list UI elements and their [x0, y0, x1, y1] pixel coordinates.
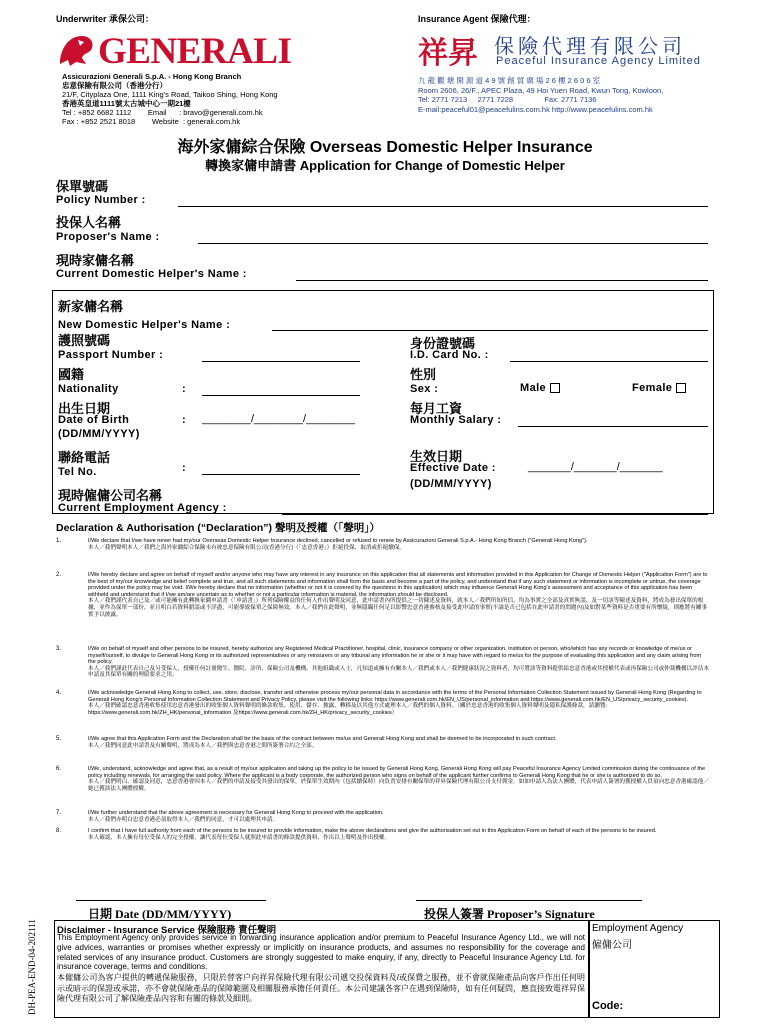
current-helper-name-input[interactable] — [296, 280, 708, 281]
generali-name-zh: 忠意保險有限公司（香港分行） — [62, 81, 167, 90]
sex-label-en: Sex : — [410, 383, 439, 395]
agent-label: Insurance Agent 保險代理： — [418, 14, 536, 24]
agency-code-label[interactable]: Code: — [592, 1000, 624, 1012]
effective-label-zh: 生效日期 — [410, 449, 463, 464]
dob-colon: : — [182, 414, 187, 426]
decl-item-7-zh: 本人／我們亦明白忠意香港必須取得本人／我們的同意，才可以處理其申請。 — [88, 816, 279, 823]
agency-tel-fax: Tel: 2771 7213 2771 7228 Fax: 2771 7136 — [418, 95, 597, 104]
decl-item-1-zh: 本人／我們聲明本人／我們之海外家傭綜合保險未有被忠意保險有限公司(香港分行)（「忠意香港」）拒絕投保、取消或拒絕續保。 — [88, 544, 405, 551]
form-title-en: Overseas Domestic Helper Insurance — [309, 139, 593, 156]
tel-label-zh: 聯絡電話 — [58, 450, 111, 465]
sex-label-zh: 性別 — [410, 367, 437, 382]
tel-label-en: Tel No. — [58, 466, 97, 478]
form-title-zh: 海外家傭綜合保險 — [177, 139, 306, 156]
decl-item-2-en: I/We hereby declare and agree on behalf of myself and/or anyone who may have any interest in any insurance on this application that all statements and information provided in this Application for Change of Domestic Helper ("Application Form") are to the best of my/our knowledge and belief complete and true, and all such statements and information shall form the basis and become a part of the policy, and understand that if any such statement or information is incomplete or untrue, the coverage provided under the policy may be void. I/We hereby declare that no information (whether or not it is covered by the questions in this application) which may influence Generali Hong Kong's assessment and acceptance of this application has been withheld and understand that if I/we am/are uncertain as to whether or not a particular information is material, the information should be disclosed. — [88, 572, 708, 598]
form-subtitle — [0, 155, 770, 174]
decl-item-5-zh: 本人／我們同意此申請書及有關聲明，將成為本人／我們與忠意香港之間所簽署合約之全部。 — [88, 742, 318, 749]
form-code-vertical: DH-PEA-END-04-202111 — [27, 919, 37, 1015]
passport-number-input[interactable] — [202, 361, 360, 362]
passport-label-en: Passport Number : — [58, 349, 164, 361]
nationality-input[interactable] — [202, 395, 360, 396]
policy-number-input[interactable] — [178, 206, 708, 207]
current-helper-label-en: Current Domestic Helper's Name : — [56, 268, 247, 280]
decl-item-6-zh: 本人／我們明白、確認及同意，忠意香港會因本人／我們的申請及接受其發出的保單，於保單生效期內（包括續保時）向負責安排有關保單的祥昇保險代理有限公司支付佣金。如如申請人為法人團體，代表申請人簽署的獲授權人員須向忠意香港確認他／她已獲該法人團體授權。 — [88, 779, 709, 792]
decl-item-5 — [88, 736, 710, 749]
decl-num-5: 5. — [56, 736, 62, 742]
decl-num-8: 8. — [56, 828, 62, 834]
employment-agency-label-zh: 僱傭公司 — [592, 940, 632, 951]
new-helper-label-en: New Domestic Helper's Name : — [58, 319, 231, 331]
generali-lion-icon — [56, 30, 96, 68]
decl-num-2: 2. — [56, 572, 62, 578]
date-label: 日期 Date (DD/MM/YYYY) — [88, 907, 232, 921]
generali-fax-website: Fax : +852 2521 8018 Website : generali.com.hk — [62, 117, 241, 126]
policy-label-en: Policy Number : — [56, 194, 146, 206]
agency-address-zh: 九 龍 觀 塘 開 源 道 4 9 號 創 貿 廣 場 2 6 樓 2 6 0 6 室 — [418, 76, 601, 85]
agency-address-en: Room 2606, 26/F., APEC Plaza, 49 Hoi Yuen Road, Kwun Tong, Kowloon, — [418, 85, 664, 95]
generali-address — [62, 72, 362, 126]
policy-label-zh: 保單號碼 — [56, 179, 109, 194]
declaration-heading: Declaration & Authorisation (“Declaration”) 聲明及授權（「聲明」） — [56, 522, 380, 534]
disclaimer-text-zh: 本僱傭公司為客户提供的轉遞保險服務，只限於替客户向祥昇保險代理有限公司遞交投保資料及/或保費之服務，並不會就保險產品向客戶作出任何明示或暗示的保證或承諾，亦不會就保險產品的保障範圍及相關服務承擔任何責任。本公司建議各客户在遇到保險時，如有任何疑問，應直接致電祥昇保險代理有限公司了解保險產品內容和有關的條款及細則。 — [57, 973, 585, 1003]
disclaimer-title: Disclaimer - Insurance Service 保險服務 責任聲明 — [57, 925, 277, 936]
employment-label-en: Current Employment Agency : — [58, 502, 227, 514]
agency-name-en: Peaceful Insurance Agency Limited — [496, 55, 701, 67]
effective-label-en: Effective Date : — [410, 462, 496, 474]
current-helper-label-zh: 現時家傭名稱 — [56, 253, 135, 268]
decl-item-4 — [88, 690, 710, 716]
proposer-label-en: Proposer's Name : — [56, 231, 160, 243]
decl-num-3: 3. — [56, 646, 62, 652]
effective-date-input[interactable]: _______/_______/_______ — [528, 461, 663, 473]
decl-item-1-en: I/We declare that I/we have never had my/our Overseas Domestic Helper Insurance declined, cancelled or refused to renew by Assicurazioni Generali S.p.A.- Hong Kong Branch ("Generali Hong Kong"). — [88, 538, 588, 544]
dob-format: (DD/MM/YYYY) — [58, 428, 140, 440]
idcard-number-input[interactable] — [510, 361, 708, 362]
decl-item-3-zh: 本人／我們謹此代表自己及另受保人，授權任何註冊醫生、醫院、診所、保險公司及機構、其他組織或人士，凡知道或擁有有關本人／我們或本人／我們健康狀況之資料者，均可將該等資料提供給忠意香港或其授權代表或再保險公司或仲裁機構以評估本申請及其保單有關的理賠要求之用。 — [88, 665, 709, 679]
decl-item-8-en: I confirm that I have full authority from each of the persons to be insured to provide information, make the above declarations and give the authorisation set out in this Application Form on behalf of each of the persons to be insured. — [88, 828, 657, 834]
generali-logo — [56, 28, 316, 72]
effective-format: (DD/MM/YYYY) — [410, 478, 492, 490]
salary-label-zh: 每月工資 — [410, 401, 463, 416]
proposer-label-zh: 投保人名稱 — [56, 215, 122, 230]
decl-num-6: 6. — [56, 766, 62, 772]
decl-item-2-zh: 本人／我們謹代表自己及／或可能擁有此轉換家傭申請書（「申請書」）所列保險權益的任何人作出聲明及同意，此申請書內所提供之一切陳述及資料，就本人／我們所知所信，均為事實之全部及真實無誤，及一切該等陳述及資料，將成為發出保單的根據，並作為保單一部份，並且明白若資料錯誤或不詳盡，可能導致保單之保障無效。本人／我們在此聲明，並無隱瞞任何足以影響忠意香港審核及接受此申請的事實(不論是否已包括在此申請書的問題內)及如對某些資料是否重要有所懷疑，則應將有關事實予以披露。 — [88, 598, 708, 618]
generali-wordmark: GENERALI — [98, 31, 292, 72]
decl-item-6-en: I/We, understand, acknowledge and agree that, as a result of my/our application and taking up the policy to be issued by Generali Hong Kong, Generali Hong Kong will pay Peaceful Insurance Agency Limited commission during the continuance of the policy including renewals, for arranging the said policy. Where the applicant is a body corporate, the authorized person who signs on behalf of the applicant further confirms to Generali Hong Kong that he or she is authorized to do so. — [88, 766, 706, 779]
signature-label: 投保人簽署 Proposer’s Signature — [424, 907, 595, 921]
new-helper-label-zh: 新家傭名稱 — [58, 299, 124, 314]
tel-input[interactable] — [202, 474, 360, 475]
decl-item-3 — [88, 646, 710, 679]
agency-email-web: E-mail:peaceful01@peacefulins.com.hk http://www.peacefulins.com.hk — [418, 104, 653, 114]
decl-item-6 — [88, 766, 710, 792]
decl-item-7 — [88, 810, 710, 823]
underwriter-label: Underwriter 承保公司： — [56, 14, 155, 24]
disclaimer-text-en: This Employment Agency only provides service in forwarding insurance application and/or premium to Peaceful Insurance Agency Ltd., we will not give advices, warranties or promises whether expressly or implicitly on insurance products, and assumes no responsibility for the coverage and related services of any insurance product. Customers are strongly suggested to make enquiry, if any, directly to Peaceful Insurance Agency Ltd. for insurance coverage, terms and conditions. — [57, 933, 585, 972]
proposer-name-input[interactable] — [198, 243, 708, 244]
proposer-signature-line[interactable] — [416, 900, 642, 901]
agency-name-zh: 保險代理有限公司 — [494, 36, 686, 58]
agency-logo-mark: 祥昇 — [418, 36, 478, 71]
decl-num-1: 1. — [56, 538, 62, 544]
decl-item-4-zh: 本人／我們確認忠意香港收集使用忠意香港發出的收集個人資料聲明的條款收集、使用、儲存、披露、轉移及以其他方式處理本人／我們的個人資料。（關於忠意香港的收集個人資料聲明及隱私保護條款，請瀏覽：https://www.generali.com.hk/ZH_HK/personal_information 及https://www.generali.com.hk/ZH_HK/privacy_security_cookies） — [88, 703, 612, 716]
decl-item-5-en: I/We agree that this Application Form and the Declaration shall be the basis of the contract between me/us and Generali Hong Kong and shall be deemed to be incorporated in such contract. — [88, 736, 557, 742]
decl-item-4-en: I/We acknowledge Generali Hong Kong to collect, use, store, disclose, transfer and otherwise process my/our personal data in accordance with the terms of the Personal Information Collection Statement issued by Generali Hong Kong (Regarding to Generali Hong Kong's Personal Information Collection Statement and Privacy Policy, please visit the following links: https://www.generali.com.hk/EN_US/personal_information and https://www.generali.com.hk/EN_US/privacy_security_cookies). — [88, 690, 702, 703]
salary-input[interactable] — [518, 426, 708, 427]
decl-item-8 — [88, 828, 710, 841]
decl-item-3-en: I/We on behalf of myself and other persons to be insured, hereby authorize any Registered Medical Practitioner, hospital, clinic, insurance company or other organization, institution or person, who/which has any records or knowledge of me/us or myself/ourself, to divulge to Generali Hong Kong or its authorized representatives or any reinsurers or any tribunal any information he or she or it may have with regard to me/us for the purpose of evaluating this application and any claim arising from the policy. — [88, 646, 702, 666]
agency-logo — [418, 28, 718, 74]
form-subtitle-en: Application for Change of Domestic Helper — [299, 158, 565, 173]
decl-num-4: 4. — [56, 690, 62, 696]
employment-label-zh: 現時僱傭公司名稱 — [58, 488, 163, 503]
agency-address — [418, 76, 728, 114]
decl-item-1 — [88, 538, 710, 551]
idcard-label-zh: 身份證號碼 — [410, 336, 476, 351]
idcard-label-en: I.D. Card No. : — [410, 349, 489, 361]
employment-agency-input[interactable] — [282, 514, 708, 515]
decl-item-7-en: I/We further understand that the above agreement is necessary for Generali Hong Kong to proceed with the application. — [88, 810, 384, 816]
nationality-label-en: Nationality — [58, 383, 119, 395]
decl-item-8-zh: 本人確認，本人擁有每位受保人的完全授權，讓代表每位受保人就照此申請書的條款提供資料、作出以上聲明及作出授權。 — [88, 834, 391, 841]
dob-label-en: Date of Birth — [58, 414, 130, 426]
salary-label-en: Monthly Salary : — [410, 414, 502, 426]
employment-agency-label-en: Employment Agency — [592, 923, 684, 934]
generali-tel-email: Tel : +852 6682 1112 Email : bravo@generali.com.hk — [62, 108, 263, 117]
sex-option-female[interactable] — [632, 382, 686, 394]
date-signature-line[interactable] — [76, 900, 266, 901]
tel-colon: : — [182, 462, 187, 474]
new-helper-name-input[interactable] — [272, 330, 708, 331]
decl-item-2 — [88, 572, 710, 618]
female-label: Female — [632, 382, 673, 394]
dob-input[interactable]: ________/________/________ — [202, 413, 355, 425]
form-title — [0, 134, 770, 157]
form-subtitle-zh: 轉換家傭申請書 — [205, 158, 297, 173]
sex-option-male[interactable] — [520, 382, 560, 394]
passport-label-zh: 護照號碼 — [58, 333, 111, 348]
male-label: Male — [520, 382, 547, 394]
nationality-label-zh: 國籍 — [58, 367, 85, 382]
dob-label-zh: 出生日期 — [58, 401, 111, 416]
generali-address-en: 21/F, Cityplaza One, 1111 King's Road, Taikoo Shing, Hong Kong — [62, 90, 278, 99]
generali-address-zh: 香港英皇道1111號太古城中心一期21樓 — [62, 99, 191, 108]
female-checkbox[interactable] — [676, 383, 686, 393]
decl-num-7: 7. — [56, 810, 62, 816]
generali-branch: Assicurazioni Generali S.p.A. - Hong Kong Branch — [62, 72, 242, 81]
nationality-colon: : — [182, 383, 187, 395]
male-checkbox[interactable] — [550, 383, 560, 393]
